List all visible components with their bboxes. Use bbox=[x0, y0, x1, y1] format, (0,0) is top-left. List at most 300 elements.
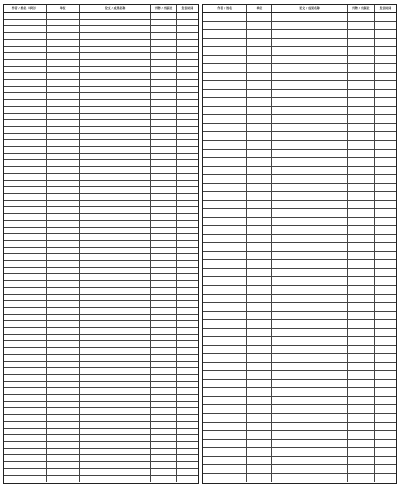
table-cell bbox=[4, 194, 47, 200]
table-cell bbox=[375, 64, 396, 72]
table-cell bbox=[177, 174, 198, 180]
table-cell bbox=[47, 174, 80, 180]
table-cell bbox=[80, 201, 152, 207]
table-cell bbox=[151, 67, 176, 73]
table-cell bbox=[247, 201, 272, 209]
table-cell bbox=[177, 147, 198, 153]
table-cell bbox=[151, 261, 176, 267]
table-row bbox=[203, 124, 396, 133]
table-cell bbox=[348, 277, 375, 285]
table-row bbox=[203, 337, 396, 346]
table-cell bbox=[47, 281, 80, 287]
table-cell bbox=[375, 312, 396, 320]
table-cell bbox=[80, 221, 152, 227]
table-cell bbox=[4, 167, 47, 173]
table-row bbox=[4, 375, 198, 382]
table-cell bbox=[203, 397, 247, 405]
table-cell bbox=[375, 141, 396, 149]
table-cell bbox=[247, 457, 272, 465]
table-cell bbox=[177, 295, 198, 301]
table-row bbox=[4, 60, 198, 67]
table-cell bbox=[4, 429, 47, 435]
table-cell bbox=[177, 187, 198, 193]
table-cell bbox=[4, 348, 47, 354]
table-cell bbox=[151, 335, 176, 341]
table-cell bbox=[203, 158, 247, 166]
table-cell bbox=[80, 40, 152, 46]
table-cell bbox=[203, 22, 247, 30]
table-cell bbox=[177, 435, 198, 441]
table-cell bbox=[151, 388, 176, 394]
table-cell bbox=[375, 260, 396, 268]
table-row bbox=[203, 167, 396, 176]
table-cell bbox=[272, 354, 347, 362]
table-cell bbox=[151, 194, 176, 200]
table-cell bbox=[47, 73, 80, 79]
table-cell bbox=[177, 395, 198, 401]
table-row bbox=[4, 207, 198, 214]
table-cell bbox=[151, 435, 176, 441]
table-cell bbox=[80, 160, 152, 166]
records-table-right bbox=[202, 4, 397, 484]
table-cell bbox=[203, 303, 247, 311]
table-row bbox=[4, 368, 198, 375]
table-cell bbox=[4, 248, 47, 254]
table-cell bbox=[151, 207, 176, 213]
table-row bbox=[203, 277, 396, 286]
table-cell bbox=[151, 201, 176, 207]
table-cell bbox=[375, 158, 396, 166]
table-row bbox=[4, 107, 198, 114]
table-cell bbox=[177, 13, 198, 19]
table-row bbox=[203, 346, 396, 355]
table-cell bbox=[151, 73, 176, 79]
table-cell bbox=[4, 395, 47, 401]
table-cell bbox=[47, 295, 80, 301]
table-row bbox=[203, 286, 396, 295]
table-cell bbox=[177, 335, 198, 341]
table-cell bbox=[375, 124, 396, 132]
table-cell bbox=[272, 431, 347, 439]
table-cell bbox=[151, 154, 176, 160]
table-cell bbox=[4, 114, 47, 120]
table-row bbox=[203, 150, 396, 159]
table-cell bbox=[47, 100, 80, 106]
column-header: 单位 bbox=[47, 5, 80, 12]
table-cell bbox=[4, 368, 47, 374]
table-cell bbox=[177, 274, 198, 280]
table-cell bbox=[47, 13, 80, 19]
table-row bbox=[203, 141, 396, 150]
table-cell bbox=[203, 132, 247, 140]
table-cell bbox=[272, 22, 347, 30]
table-cell bbox=[177, 321, 198, 327]
table-cell bbox=[203, 440, 247, 448]
table-cell bbox=[80, 60, 152, 66]
table-cell bbox=[4, 415, 47, 421]
table-cell bbox=[247, 354, 272, 362]
table-cell bbox=[4, 134, 47, 140]
table-cell bbox=[247, 184, 272, 192]
table-cell bbox=[80, 147, 152, 153]
table-cell bbox=[247, 209, 272, 217]
table-cell bbox=[151, 449, 176, 455]
table-cell bbox=[4, 20, 47, 26]
table-cell bbox=[203, 141, 247, 149]
table-cell bbox=[47, 335, 80, 341]
table-cell bbox=[272, 73, 347, 81]
table-cell bbox=[4, 435, 47, 441]
table-row bbox=[203, 158, 396, 167]
table-cell bbox=[80, 315, 152, 321]
table-cell bbox=[177, 261, 198, 267]
table-cell bbox=[375, 47, 396, 55]
table-cell bbox=[247, 81, 272, 89]
table-cell bbox=[177, 120, 198, 126]
table-cell bbox=[4, 315, 47, 321]
table-row bbox=[4, 181, 198, 188]
table-cell bbox=[4, 341, 47, 347]
table-row bbox=[4, 301, 198, 308]
table-cell bbox=[4, 388, 47, 394]
table-cell bbox=[80, 134, 152, 140]
table-cell bbox=[151, 442, 176, 448]
table-header-row bbox=[203, 5, 396, 13]
table-cell bbox=[4, 382, 47, 388]
table-cell bbox=[272, 81, 347, 89]
table-cell bbox=[47, 107, 80, 113]
table-cell bbox=[47, 241, 80, 247]
table-cell bbox=[375, 184, 396, 192]
table-cell bbox=[203, 81, 247, 89]
table-cell bbox=[80, 241, 152, 247]
table-cell bbox=[177, 40, 198, 46]
table-cell bbox=[151, 348, 176, 354]
table-cell bbox=[47, 221, 80, 227]
table-cell bbox=[348, 64, 375, 72]
table-cell bbox=[348, 329, 375, 337]
table-row bbox=[4, 308, 198, 315]
table-cell bbox=[203, 423, 247, 431]
table-cell bbox=[203, 235, 247, 243]
table-cell bbox=[80, 462, 152, 468]
table-cell bbox=[80, 100, 152, 106]
table-cell bbox=[80, 127, 152, 133]
table-cell bbox=[47, 422, 80, 428]
table-cell bbox=[177, 134, 198, 140]
table-row bbox=[203, 226, 396, 235]
table-row bbox=[4, 221, 198, 228]
table-cell bbox=[151, 40, 176, 46]
table-cell bbox=[272, 218, 347, 226]
table-row bbox=[203, 303, 396, 312]
table-cell bbox=[47, 449, 80, 455]
table-cell bbox=[375, 218, 396, 226]
table-cell bbox=[151, 476, 176, 483]
table-cell bbox=[272, 380, 347, 388]
table-cell bbox=[203, 329, 247, 337]
table-cell bbox=[272, 115, 347, 123]
table-cell bbox=[348, 13, 375, 21]
table-cell bbox=[80, 120, 152, 126]
table-cell bbox=[348, 320, 375, 328]
records-table-left bbox=[3, 4, 199, 484]
table-cell bbox=[375, 209, 396, 217]
table-cell bbox=[80, 435, 152, 441]
table-cell bbox=[348, 115, 375, 123]
table-row bbox=[4, 134, 198, 141]
table-row bbox=[4, 429, 198, 436]
table-cell bbox=[4, 335, 47, 341]
table-cell bbox=[151, 241, 176, 247]
table-cell bbox=[177, 268, 198, 274]
table-cell bbox=[4, 147, 47, 153]
table-cell bbox=[80, 415, 152, 421]
table-row bbox=[4, 402, 198, 409]
table-cell bbox=[80, 13, 152, 19]
table-cell bbox=[80, 395, 152, 401]
table-cell bbox=[203, 405, 247, 413]
table-cell bbox=[47, 274, 80, 280]
table-cell bbox=[272, 423, 347, 431]
table-cell bbox=[151, 120, 176, 126]
table-cell bbox=[348, 423, 375, 431]
table-cell bbox=[80, 321, 152, 327]
table-cell bbox=[375, 30, 396, 38]
table-cell bbox=[272, 388, 347, 396]
table-cell bbox=[177, 388, 198, 394]
table-cell bbox=[177, 415, 198, 421]
table-cell bbox=[151, 187, 176, 193]
table-cell bbox=[272, 243, 347, 251]
table-row bbox=[4, 40, 198, 47]
table-cell bbox=[247, 47, 272, 55]
table-cell bbox=[151, 147, 176, 153]
table-row bbox=[203, 175, 396, 184]
table-cell bbox=[247, 107, 272, 115]
table-cell bbox=[247, 337, 272, 345]
table-row bbox=[4, 274, 198, 281]
table-cell bbox=[177, 228, 198, 234]
table-row bbox=[203, 414, 396, 423]
table-cell bbox=[375, 150, 396, 158]
table-cell bbox=[80, 455, 152, 461]
table-cell bbox=[203, 457, 247, 465]
table-cell bbox=[47, 429, 80, 435]
table-cell bbox=[203, 260, 247, 268]
table-cell bbox=[47, 60, 80, 66]
table-cell bbox=[151, 160, 176, 166]
table-cell bbox=[151, 408, 176, 414]
table-cell bbox=[247, 346, 272, 354]
table-row bbox=[4, 335, 198, 342]
table-cell bbox=[203, 47, 247, 55]
table-cell bbox=[272, 226, 347, 234]
table-cell bbox=[272, 158, 347, 166]
table-cell bbox=[4, 402, 47, 408]
table-cell bbox=[80, 268, 152, 274]
table-cell bbox=[177, 80, 198, 86]
table-row bbox=[4, 87, 198, 94]
table-row bbox=[203, 405, 396, 414]
table-cell bbox=[203, 380, 247, 388]
table-cell bbox=[47, 127, 80, 133]
table-row bbox=[203, 56, 396, 65]
table-cell bbox=[348, 252, 375, 260]
table-row bbox=[4, 415, 198, 422]
table-cell bbox=[4, 160, 47, 166]
table-row bbox=[4, 120, 198, 127]
table-cell bbox=[177, 181, 198, 187]
table-cell bbox=[177, 476, 198, 483]
table-cell bbox=[151, 13, 176, 19]
table-cell bbox=[4, 234, 47, 240]
table-cell bbox=[80, 308, 152, 314]
column-header: 论文 / 成果名称 bbox=[80, 5, 152, 12]
table-cell bbox=[375, 192, 396, 200]
table-cell bbox=[247, 277, 272, 285]
table-cell bbox=[47, 120, 80, 126]
table-cell bbox=[348, 39, 375, 47]
table-cell bbox=[47, 228, 80, 234]
table-cell bbox=[272, 252, 347, 260]
table-row bbox=[4, 201, 198, 208]
table-cell bbox=[247, 39, 272, 47]
table-row bbox=[203, 448, 396, 457]
table-cell bbox=[348, 388, 375, 396]
table-cell bbox=[375, 414, 396, 422]
table-cell bbox=[177, 60, 198, 66]
table-cell bbox=[203, 13, 247, 21]
table-cell bbox=[177, 308, 198, 314]
table-cell bbox=[151, 248, 176, 254]
table-cell bbox=[177, 301, 198, 307]
table-cell bbox=[177, 254, 198, 260]
table-cell bbox=[375, 397, 396, 405]
table-cell bbox=[203, 337, 247, 345]
table-cell bbox=[203, 346, 247, 354]
table-row bbox=[203, 269, 396, 278]
table-cell bbox=[4, 228, 47, 234]
table-cell bbox=[272, 13, 347, 21]
table-cell bbox=[177, 107, 198, 113]
table-cell bbox=[151, 469, 176, 475]
table-cell bbox=[151, 80, 176, 86]
table-cell bbox=[4, 469, 47, 475]
table-cell bbox=[151, 308, 176, 314]
table-cell bbox=[203, 414, 247, 422]
table-row bbox=[203, 132, 396, 141]
table-cell bbox=[348, 81, 375, 89]
table-cell bbox=[47, 154, 80, 160]
table-cell bbox=[80, 234, 152, 240]
table-cell bbox=[47, 395, 80, 401]
table-cell bbox=[375, 440, 396, 448]
table-cell bbox=[4, 241, 47, 247]
table-cell bbox=[151, 422, 176, 428]
table-cell bbox=[375, 175, 396, 183]
table-cell bbox=[151, 174, 176, 180]
table-cell bbox=[247, 158, 272, 166]
table-cell bbox=[272, 346, 347, 354]
table-row bbox=[203, 329, 396, 338]
table-cell bbox=[151, 127, 176, 133]
table-cell bbox=[203, 354, 247, 362]
table-cell bbox=[375, 226, 396, 234]
table-cell bbox=[375, 363, 396, 371]
table-cell bbox=[247, 192, 272, 200]
table-cell bbox=[375, 22, 396, 30]
table-cell bbox=[348, 243, 375, 251]
table-cell bbox=[272, 312, 347, 320]
table-cell bbox=[348, 303, 375, 311]
table-cell bbox=[348, 448, 375, 456]
table-cell bbox=[47, 328, 80, 334]
table-row bbox=[203, 354, 396, 363]
table-cell bbox=[348, 397, 375, 405]
table-row bbox=[4, 100, 198, 107]
table-cell bbox=[348, 141, 375, 149]
table-cell bbox=[348, 132, 375, 140]
table-cell bbox=[80, 408, 152, 414]
table-cell bbox=[47, 455, 80, 461]
table-cell bbox=[4, 174, 47, 180]
table-cell bbox=[272, 329, 347, 337]
table-cell bbox=[80, 140, 152, 146]
table-row bbox=[203, 107, 396, 116]
table-cell bbox=[80, 368, 152, 374]
table-cell bbox=[247, 397, 272, 405]
table-cell bbox=[375, 56, 396, 64]
table-cell bbox=[203, 474, 247, 483]
table-row bbox=[203, 260, 396, 269]
table-cell bbox=[4, 47, 47, 53]
table-cell bbox=[247, 320, 272, 328]
table-cell bbox=[375, 474, 396, 483]
table-row bbox=[4, 160, 198, 167]
table-row bbox=[4, 341, 198, 348]
table-cell bbox=[177, 248, 198, 254]
table-cell bbox=[177, 234, 198, 240]
table-cell bbox=[151, 228, 176, 234]
table-row bbox=[4, 93, 198, 100]
table-row bbox=[203, 380, 396, 389]
table-cell bbox=[375, 269, 396, 277]
table-cell bbox=[151, 462, 176, 468]
table-cell bbox=[4, 261, 47, 267]
table-cell bbox=[247, 73, 272, 81]
table-cell bbox=[247, 286, 272, 294]
table-cell bbox=[4, 181, 47, 187]
table-row bbox=[203, 371, 396, 380]
table-cell bbox=[348, 405, 375, 413]
table-cell bbox=[375, 448, 396, 456]
table-row bbox=[203, 397, 396, 406]
table-row bbox=[203, 440, 396, 449]
table-cell bbox=[348, 363, 375, 371]
table-cell bbox=[247, 218, 272, 226]
table-row bbox=[203, 457, 396, 466]
table-cell bbox=[348, 209, 375, 217]
table-cell bbox=[177, 429, 198, 435]
table-cell bbox=[375, 465, 396, 473]
table-cell bbox=[203, 73, 247, 81]
table-cell bbox=[348, 201, 375, 209]
table-cell bbox=[375, 423, 396, 431]
table-cell bbox=[4, 107, 47, 113]
table-cell bbox=[247, 448, 272, 456]
table-cell bbox=[247, 269, 272, 277]
